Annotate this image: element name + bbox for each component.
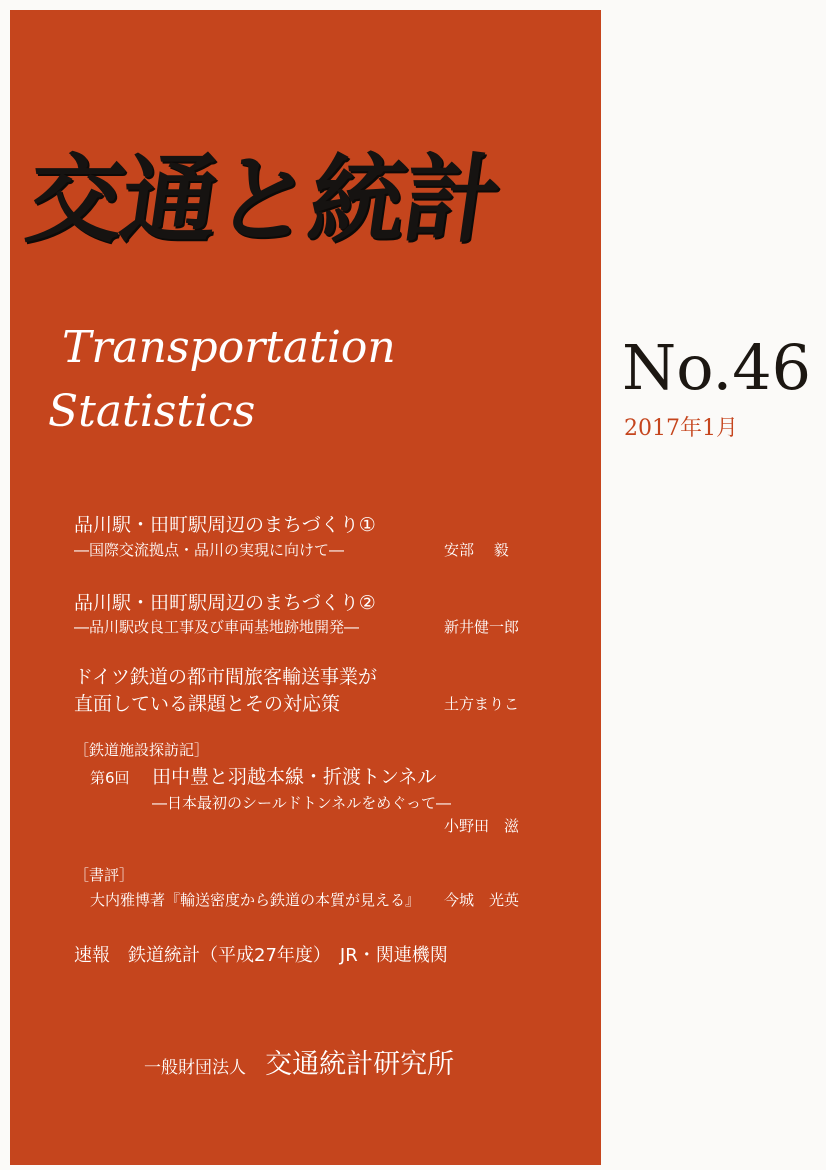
article-1-title: 品川駅・田町駅周辺のまちづくり①	[74, 514, 376, 536]
article-4-title: 田中豊と羽越本線・折渡トンネル	[152, 766, 437, 788]
article-2-title: 品川駅・田町駅周辺のまちづくり②	[74, 592, 376, 614]
article-5-author: 今城 光英	[444, 891, 520, 909]
article-6-title: 速報 鉄道統計（平成27年度） JR・関連機関	[74, 945, 448, 966]
article-5-section: ［書評］	[74, 866, 135, 884]
article-4-section: ［鉄道施設探訪記］	[74, 741, 210, 759]
article-5-title: 大内雅博著『輸送密度から鉄道の本質が見える』	[90, 891, 421, 909]
journal-title-english-line2: Statistics	[48, 386, 256, 437]
journal-title-english-line1: Transportation	[62, 322, 396, 373]
journal-title-japanese: 交通と統計	[20, 144, 506, 256]
publisher-name: 交通統計研究所	[265, 1049, 455, 1080]
article-4-subtitle: ―日本最初のシールドトンネルをめぐって―	[152, 794, 451, 812]
issue-date: 2017年1月	[624, 416, 738, 441]
issue-number: No.46	[622, 331, 812, 404]
article-4-episode: 第6回	[90, 769, 130, 787]
article-2-subtitle: ―品川駅改良工事及び車両基地跡地開発―	[74, 618, 360, 636]
article-3-title-line1: ドイツ鉄道の都市間旅客輸送事業が	[74, 666, 378, 688]
article-1-subtitle: ―国際交流拠点・品川の実現に向けて―	[74, 541, 345, 559]
article-1-author: 安部 毅	[444, 541, 509, 559]
article-4-author: 小野田 滋	[444, 817, 520, 835]
article-2-author: 新井健一郎	[444, 618, 520, 636]
article-3-title-line2: 直面している課題とその対応策	[74, 693, 341, 715]
publisher	[144, 1042, 454, 1081]
publisher-type: 一般財団法人	[144, 1058, 246, 1078]
article-3-author: 土方まりこ	[444, 695, 520, 713]
